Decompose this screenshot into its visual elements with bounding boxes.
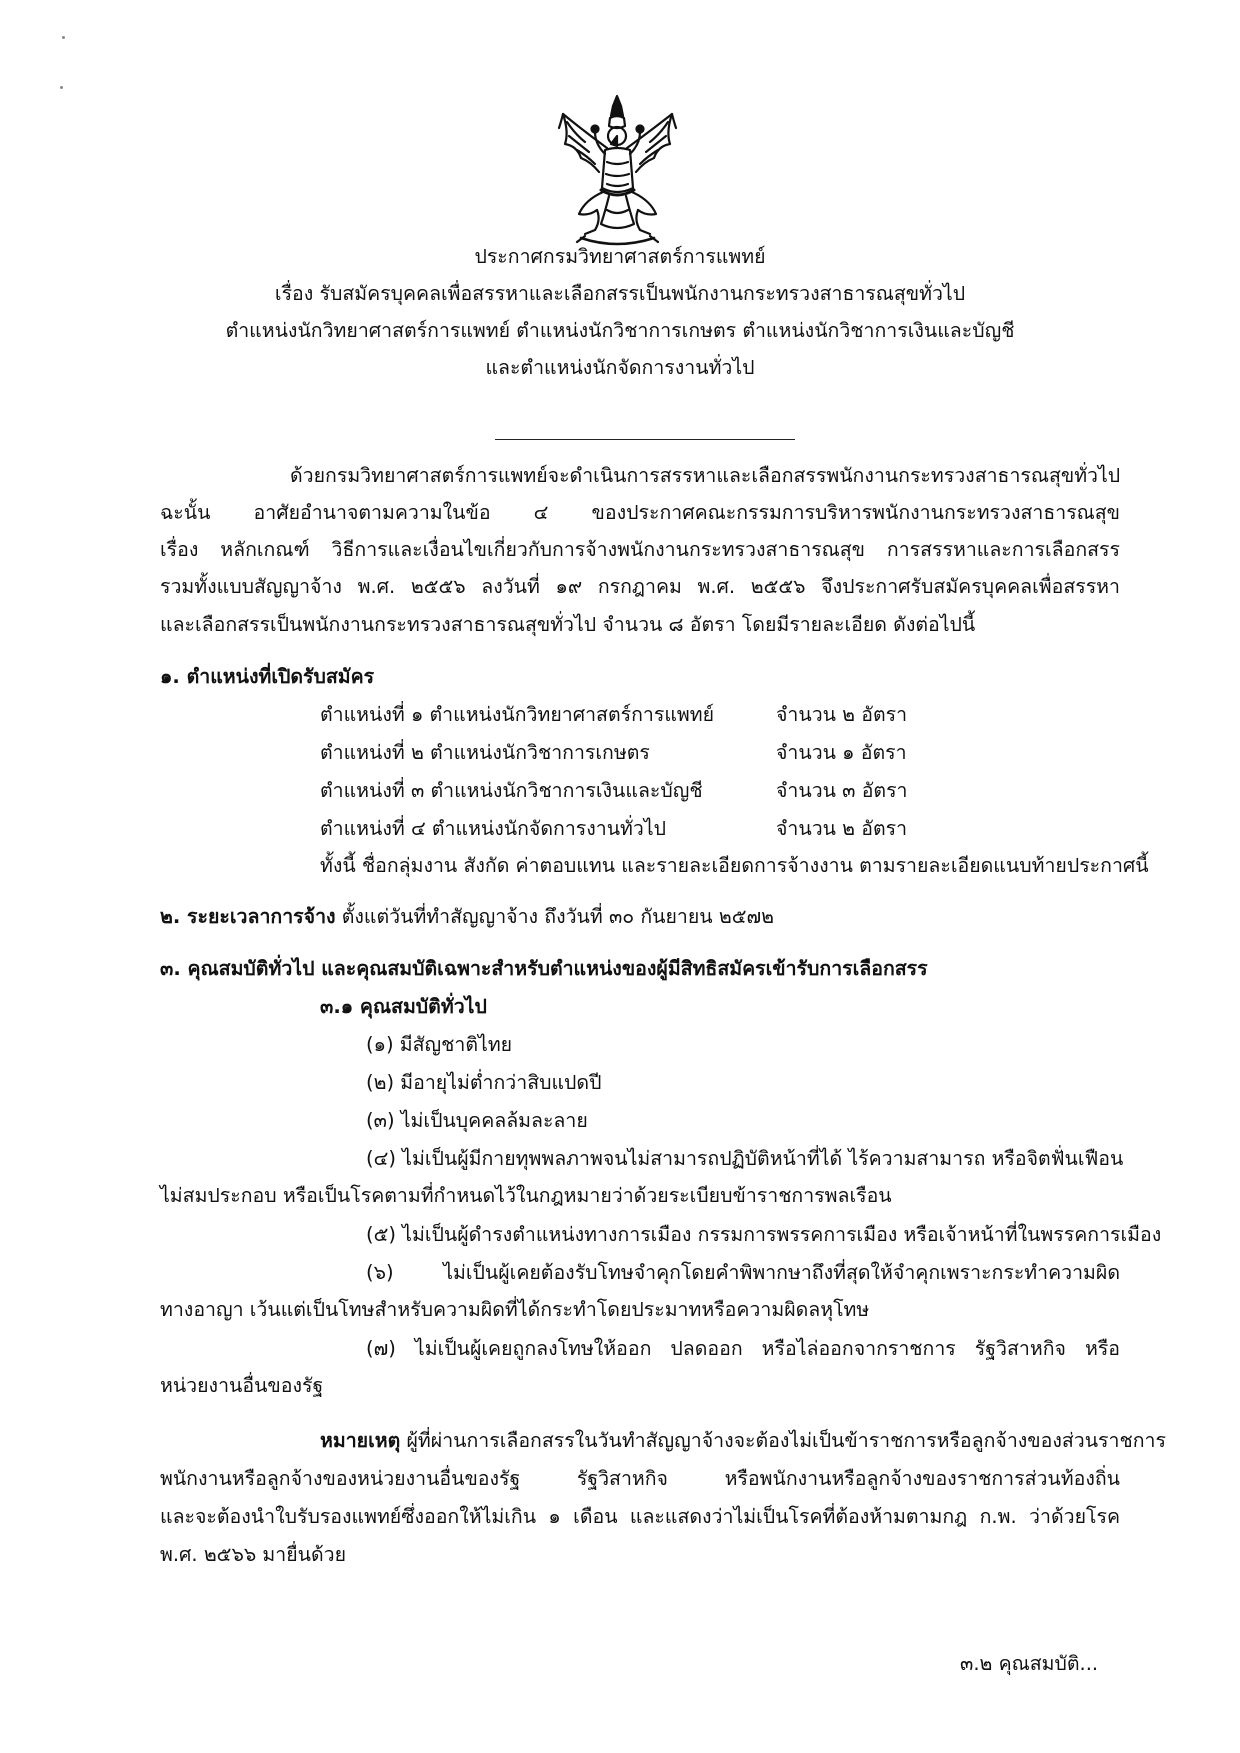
qualification-item: (๖) ไม่เป็นผู้เคยต้องรับโทษจำคุกโดยคำพิพากษาถึงที่สุดให้จำคุกเพราะกระทำความผิด [366, 1261, 1120, 1284]
remark-text: ผู้ที่ผ่านการเลือกสรรในวันทำสัญญาจ้างจะต้องไม่เป็นข้าราชการหรือลูกจ้างของส่วนราชการ [406, 1429, 1166, 1452]
qualification-item: (๒) มีอายุไม่ต่ำกว่าสิบแปดปี [366, 1071, 602, 1094]
position-name: ตำแหน่งที่ ๒ ตำแหน่งนักวิชาการเกษตร [320, 741, 650, 764]
position-name: ตำแหน่งที่ ๑ ตำแหน่งนักวิทยาศาสตร์การแพทย์ [320, 703, 715, 726]
remark-line: พ.ศ. ๒๕๖๖ มายื่นด้วย [160, 1543, 346, 1566]
qualification-item-continuation: ไม่สมประกอบ หรือเป็นโรคตามที่กำหนดไว้ในกฎหมายว่าด้วยระเบียบข้าราชการพลเรือน [160, 1184, 892, 1207]
section-2-heading: ๒. ระยะเวลาการจ้าง [160, 905, 336, 928]
intro-line: และเลือกสรรเป็นพนักงานกระทรวงสาธารณสุขทั่วไป จำนวน ๘ อัตรา โดยมีรายละเอียด ดังต่อไปนี้ [160, 613, 976, 636]
section-2 [160, 904, 774, 930]
intro-line: ด้วยกรมวิทยาศาสตร์การแพทย์จะดำเนินการสรรหาและเลือกสรรพนักงานกระทรวงสาธารณสุขทั่วไป [290, 464, 1121, 487]
position-count: จำนวน ๒ อัตรา [776, 703, 908, 726]
qualification-item: (๕) ไม่เป็นผู้ดำรงตำแหน่งทางการเมือง กรรมการพรรคการเมือง หรือเจ้าหน้าที่ในพรรคการเมือง [366, 1223, 1162, 1246]
qualification-item-continuation: หน่วยงานอื่นของรัฐ [160, 1374, 324, 1397]
announcement-subject-line: เรื่อง รับสมัครบุคคลเพื่อสรรหาและเลือกสรรเป็นพนักงานกระทรวงสาธารณสุขทั่วไป [274, 282, 966, 305]
remark-label: หมายเหตุ [320, 1429, 401, 1452]
section-1-heading: ๑. ตำแหน่งที่เปิดรับสมัคร [160, 665, 375, 688]
announcement-subject-line: ตำแหน่งนักวิทยาศาสตร์การแพทย์ ตำแหน่งนักวิชาการเกษตร ตำแหน่งนักวิชาการเงินและบัญชี [225, 319, 1015, 342]
position-name: ตำแหน่งที่ ๔ ตำแหน่งนักจัดการงานทั่วไป [320, 817, 667, 840]
page-continuation: ๓.๒ คุณสมบัติ... [960, 1652, 1099, 1675]
position-name: ตำแหน่งที่ ๓ ตำแหน่งนักวิชาการเงินและบัญชี [320, 779, 703, 802]
remark-line [320, 1428, 1166, 1454]
position-count: จำนวน ๑ อัตรา [776, 741, 907, 764]
scan-speck [62, 36, 65, 39]
section-2-text: ตั้งแต่วันที่ทำสัญญาจ้าง ถึงวันที่ ๓๐ กันยายน ๒๕๗๒ [341, 905, 774, 928]
header-divider [495, 439, 795, 440]
remark-line: พนักงานหรือลูกจ้างของหน่วยงานอื่นของรัฐ รัฐวิสาหกิจ หรือพนักงานหรือลูกจ้างของราชการส่วนท้องถิ่น [160, 1467, 1120, 1490]
section-3-1-heading: ๓.๑ คุณสมบัติทั่วไป [320, 995, 487, 1018]
garuda-emblem-icon [555, 92, 680, 252]
position-count: จำนวน ๓ อัตรา [776, 779, 908, 802]
qualification-item: (๗) ไม่เป็นผู้เคยถูกลงโทษให้ออก ปลดออก หรือไล่ออกจากราชการ รัฐวิสาหกิจ หรือ [366, 1337, 1120, 1360]
qualification-item-continuation: ทางอาญา เว้นแต่เป็นโทษสำหรับความผิดที่ได้กระทำโดยประมาทหรือความผิดลหุโทษ [160, 1298, 870, 1321]
section-1-note: ทั้งนี้ ชื่อกลุ่มงาน สังกัด ค่าตอบแทน และรายละเอียดการจ้างงาน ตามรายละเอียดแนบท้ายประกาศนี้ [320, 854, 1149, 877]
qualification-item: (๔) ไม่เป็นผู้มีกายทุพพลภาพจนไม่สามารถปฏิบัติหน้าที่ได้ ไร้ความสามารถ หรือจิตฟั่นเฟือน [366, 1147, 1124, 1170]
section-3-heading: ๓. คุณสมบัติทั่วไป และคุณสมบัติเฉพาะสำหรับตำแหน่งของผู้มีสิทธิสมัครเข้ารับการเลือกสรร [160, 957, 928, 980]
qualification-item: (๑) มีสัญชาติไทย [366, 1033, 513, 1056]
intro-line: รวมทั้งแบบสัญญาจ้าง พ.ศ. ๒๕๕๖ ลงวันที่ ๑๙ กรกฎาคม พ.ศ. ๒๕๕๖ จึงประกาศรับสมัครบุคคลเพื่อสรรหา [160, 575, 1120, 598]
announcement-title: ประกาศกรมวิทยาศาสตร์การแพทย์ [474, 245, 766, 268]
qualification-item: (๓) ไม่เป็นบุคคลล้มละลาย [366, 1109, 588, 1132]
scan-speck [60, 86, 63, 89]
announcement-subject-line: และตำแหน่งนักจัดการงานทั่วไป [485, 356, 755, 379]
position-count: จำนวน ๒ อัตรา [776, 817, 908, 840]
intro-line: เรื่อง หลักเกณฑ์ วิธีการและเงื่อนไขเกี่ยวกับการจ้างพนักงานกระทรวงสาธารณสุข การสรรหาและการเลือกสรร [160, 538, 1120, 561]
intro-line: ฉะนั้น อาศัยอำนาจตามความในข้อ ๔ ของประกาศคณะกรรมการบริหารพนักงานกระทรวงสาธารณสุข [160, 501, 1120, 524]
remark-line: และจะต้องนำใบรับรองแพทย์ซึ่งออกให้ไม่เกิน ๑ เดือน และแสดงว่าไม่เป็นโรคที่ต้องห้ามตามกฎ ก.พ. ว่าด้วยโรค [160, 1505, 1120, 1528]
